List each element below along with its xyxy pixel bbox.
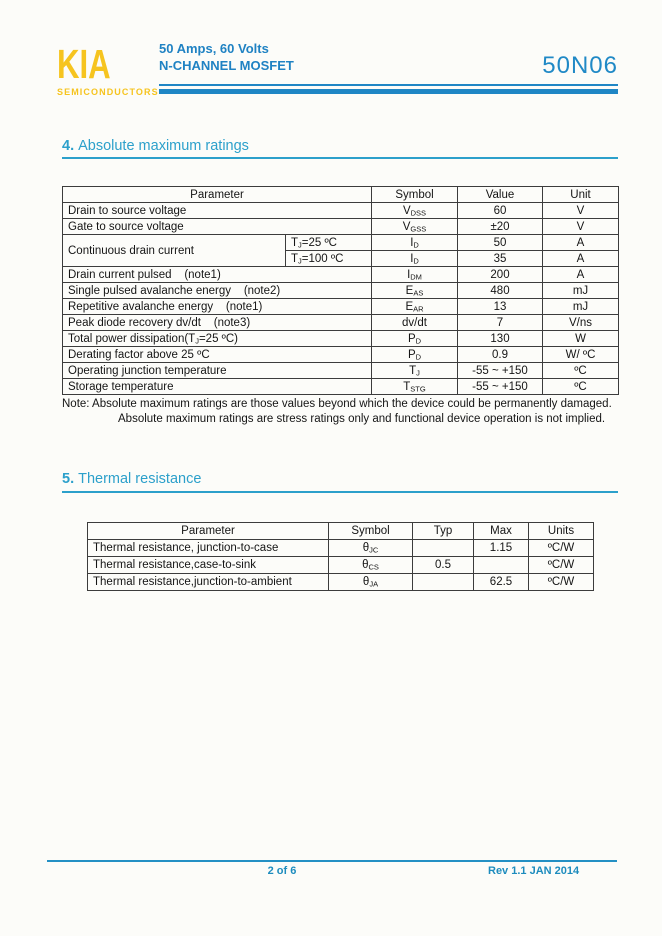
symbol-cell: $V_{GSS}$	[372, 219, 458, 235]
symbol-cell: $I_{DM}$	[372, 267, 458, 283]
header-rule-thick	[159, 89, 618, 94]
col-header-units: Units	[529, 523, 594, 540]
param-cell: Derating factor above 25 ºC	[63, 347, 372, 363]
unit-cell: W	[543, 331, 619, 347]
col-header-unit: Unit	[543, 187, 619, 203]
unit-cell: V	[543, 203, 619, 219]
param-cell: Thermal resistance, junction-to-case	[88, 540, 329, 557]
section4-number: 4.	[62, 138, 75, 154]
value-cell: 13	[458, 299, 543, 315]
header-title-line2: N-CHANNEL MOSFET	[159, 58, 294, 73]
section5-number: 5.	[62, 471, 75, 487]
condition-cell: $T_J=100$ ºC	[286, 251, 372, 267]
col-header-parameter: Parameter	[88, 523, 329, 540]
max-cell: 62.5	[474, 574, 529, 591]
abs-max-note	[62, 397, 620, 427]
symbol-cell: $\theta_{CS}$	[329, 557, 413, 574]
table-row	[63, 283, 619, 299]
section5-title: Thermal resistance	[78, 471, 202, 487]
max-cell	[474, 557, 529, 574]
section5-underline	[62, 491, 618, 493]
table-row	[63, 203, 619, 219]
section4-heading	[62, 139, 249, 155]
typ-cell: 0.5	[413, 557, 474, 574]
logo-subtitle: SEMICONDUCTORS	[57, 87, 159, 97]
symbol-cell: $\theta_{JA}$	[329, 574, 413, 591]
max-cell: 1.15	[474, 540, 529, 557]
value-cell: 200	[458, 267, 543, 283]
symbol-cell: $I_D$	[372, 235, 458, 251]
section4-title: Absolute maximum ratings	[78, 138, 249, 154]
table-row	[63, 315, 619, 331]
table-row	[88, 557, 594, 574]
value-cell: 0.9	[458, 347, 543, 363]
symbol-cell: $P_D$	[372, 331, 458, 347]
param-cell: Thermal resistance,case-to-sink	[88, 557, 329, 574]
typ-cell	[413, 574, 474, 591]
param-cell: Peak diode recovery dv/dt (note3)	[63, 315, 372, 331]
page-number: 2 of 6	[267, 865, 297, 877]
table-row	[63, 235, 619, 251]
table-row	[88, 540, 594, 557]
value-cell: -55 ~ +150	[458, 363, 543, 379]
symbol-cell: $E_{AR}$	[372, 299, 458, 315]
col-header-max: Max	[474, 523, 529, 540]
kia-logo: KIA	[57, 41, 111, 87]
table-row	[63, 363, 619, 379]
symbol-cell: $E_{AS}$	[372, 283, 458, 299]
table-row	[63, 379, 619, 395]
param-cell: Gate to source voltage	[63, 219, 372, 235]
thermal-resistance-table	[87, 522, 594, 591]
table-row	[63, 347, 619, 363]
symbol-cell: $P_D$	[372, 347, 458, 363]
value-cell: 7	[458, 315, 543, 331]
table-row	[88, 574, 594, 591]
param-cell: Continuous drain current	[63, 235, 286, 267]
units-cell: ºC/W	[529, 557, 594, 574]
symbol-cell: $V_{DSS}$	[372, 203, 458, 219]
header-rule-thin	[159, 84, 618, 86]
revision-label: Rev 1.1 JAN 2014	[488, 865, 580, 877]
symbol-cell: dv/dt	[372, 315, 458, 331]
typ-cell	[413, 540, 474, 557]
unit-cell: ºC	[543, 379, 619, 395]
col-header-symbol: Symbol	[329, 523, 413, 540]
section5-heading	[62, 472, 201, 488]
col-header-symbol: Symbol	[372, 187, 458, 203]
param-cell: Operating junction temperature	[63, 363, 372, 379]
table-row	[63, 219, 619, 235]
unit-cell: ºC	[543, 363, 619, 379]
note-paragraph-2: Absolute maximum ratings are stress ratings only and functional device operation is not implied.	[118, 412, 606, 425]
unit-cell: V/ns	[543, 315, 619, 331]
units-cell: ºC/W	[529, 574, 594, 591]
unit-cell: V	[543, 219, 619, 235]
condition-cell: $T_J=25$ ºC	[286, 235, 372, 251]
symbol-cell: $I_D$	[372, 251, 458, 267]
unit-cell: mJ	[543, 299, 619, 315]
param-cell: Storage temperature	[63, 379, 372, 395]
value-cell: 35	[458, 251, 543, 267]
unit-cell: A	[543, 235, 619, 251]
col-header-parameter: Parameter	[63, 187, 372, 203]
param-cell: Total power $dissipation(T_J=25$ ºC)	[63, 331, 372, 347]
thermal-header-row	[88, 523, 594, 540]
value-cell: 480	[458, 283, 543, 299]
unit-cell: mJ	[543, 283, 619, 299]
col-header-typ: Typ	[413, 523, 474, 540]
header-title-line1: 50 Amps, 60 Volts	[159, 41, 269, 56]
param-cell: Single pulsed avalanche energy (note2)	[63, 283, 372, 299]
param-cell: Repetitive avalanche energy (note1)	[63, 299, 372, 315]
footer-rule	[47, 860, 617, 862]
param-cell: Drain to source voltage	[63, 203, 372, 219]
symbol-cell: $T_J$	[372, 363, 458, 379]
symbol-cell: $T_{STG}$	[372, 379, 458, 395]
note-paragraph-1: Note: Absolute maximum ratings are those values beyond which the device could be permanently damaged.	[62, 398, 612, 410]
unit-cell: A	[543, 251, 619, 267]
section4-underline	[62, 157, 618, 159]
value-cell: -55 ~ +150	[458, 379, 543, 395]
table-row	[63, 299, 619, 315]
col-header-value: Value	[458, 187, 543, 203]
value-cell: 130	[458, 331, 543, 347]
unit-cell: A	[543, 267, 619, 283]
table-row	[63, 331, 619, 347]
unit-cell: W/ ºC	[543, 347, 619, 363]
abs-header-row	[63, 187, 619, 203]
value-cell: 50	[458, 235, 543, 251]
absolute-maximum-ratings-table	[62, 186, 619, 395]
symbol-cell: $\theta_{JC}$	[329, 540, 413, 557]
table-row	[63, 267, 619, 283]
param-cell: Drain current pulsed (note1)	[63, 267, 372, 283]
param-cell: Thermal resistance,junction-to-ambient	[88, 574, 329, 591]
value-cell: 60	[458, 203, 543, 219]
header-device-description	[159, 40, 294, 74]
value-cell: ±20	[458, 219, 543, 235]
part-number: 50N06	[542, 52, 618, 79]
units-cell: ºC/W	[529, 540, 594, 557]
